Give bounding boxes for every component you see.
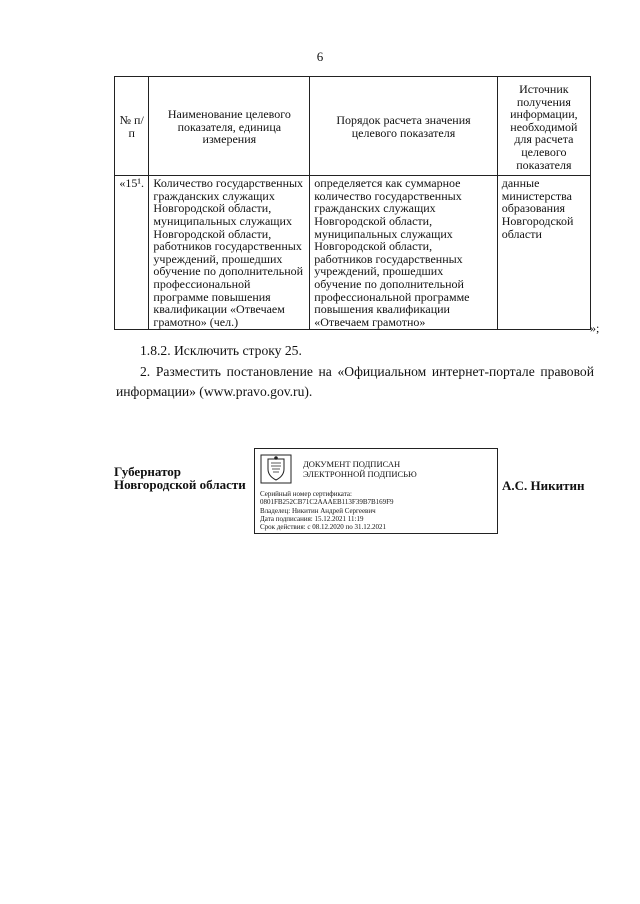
digital-signature-stamp	[254, 448, 498, 534]
stamp-heading-line2: ЭЛЕКТРОННОЙ ПОДПИСЬЮ	[303, 469, 417, 479]
header-calculation-method: Порядок расчета значения целевого показателя	[310, 77, 497, 176]
signer-title-line1: Губернатор	[114, 464, 182, 479]
row-calculation: определяется как суммарное количество государственных гражданских служащих Новгородской области, муниципальных служащих Новгородской области, работников государственных учреждений, прошедших обучение по дополнительной профессиональной программе повышения квалификации «Отвечаем грамотно»	[310, 176, 497, 330]
row-indicator-name: Количество государственных гражданских служащих Новгородской области, муниципальных служащих Новгородской области, работников государственных учреждений, прошедших обучение по дополнительной профессиональной программе повышения квалификации «Отвечаем грамотно» (чел.)	[149, 176, 310, 330]
header-number: № п/п	[115, 77, 149, 176]
table-header-row	[115, 77, 591, 176]
paragraph-publish: 2. Разместить постановление на «Официальном интернет-портале правовой информации» (www.pravo.gov.ru).	[116, 364, 594, 399]
stamp-validity: Срок действия: с 08.12.2020 по 31.12.2021	[260, 523, 386, 532]
stamp-heading-line1: ДОКУМЕНТ ПОДПИСАН	[303, 459, 401, 469]
paragraph-exclude-row: 1.8.2. Исключить строку 25.	[140, 343, 302, 358]
coat-of-arms-icon	[260, 454, 292, 484]
row-source: данные министерства образования Новгородской области	[497, 176, 590, 330]
indicators-table	[114, 76, 591, 330]
stamp-serial-label: Серийный номер сертификата:	[260, 490, 352, 498]
header-data-source: Источник получения информации, необходимой для расчета целевого показателя	[497, 77, 590, 176]
table-closing-mark: »;	[590, 321, 600, 335]
stamp-serial: 0801FB252CB71C2AAAEB113F39B7B169F9	[260, 498, 394, 507]
stamp-heading	[303, 459, 417, 479]
stamp-owner: Владелец: Никитин Андрей Сергеевич	[260, 506, 376, 515]
table-row	[115, 176, 591, 330]
header-indicator-name: Наименование целевого показателя, единица измерения	[149, 77, 310, 176]
signer-title	[114, 465, 246, 491]
row-number: «15¹.	[115, 176, 149, 330]
signer-name: А.С. Никитин	[502, 478, 585, 493]
stamp-signed-date: Дата подписания: 15.12.2021 11:19	[260, 514, 364, 523]
page-number: 6	[316, 49, 324, 64]
stamp-details	[260, 490, 394, 531]
signer-title-line2: Новгородской области	[114, 477, 246, 492]
